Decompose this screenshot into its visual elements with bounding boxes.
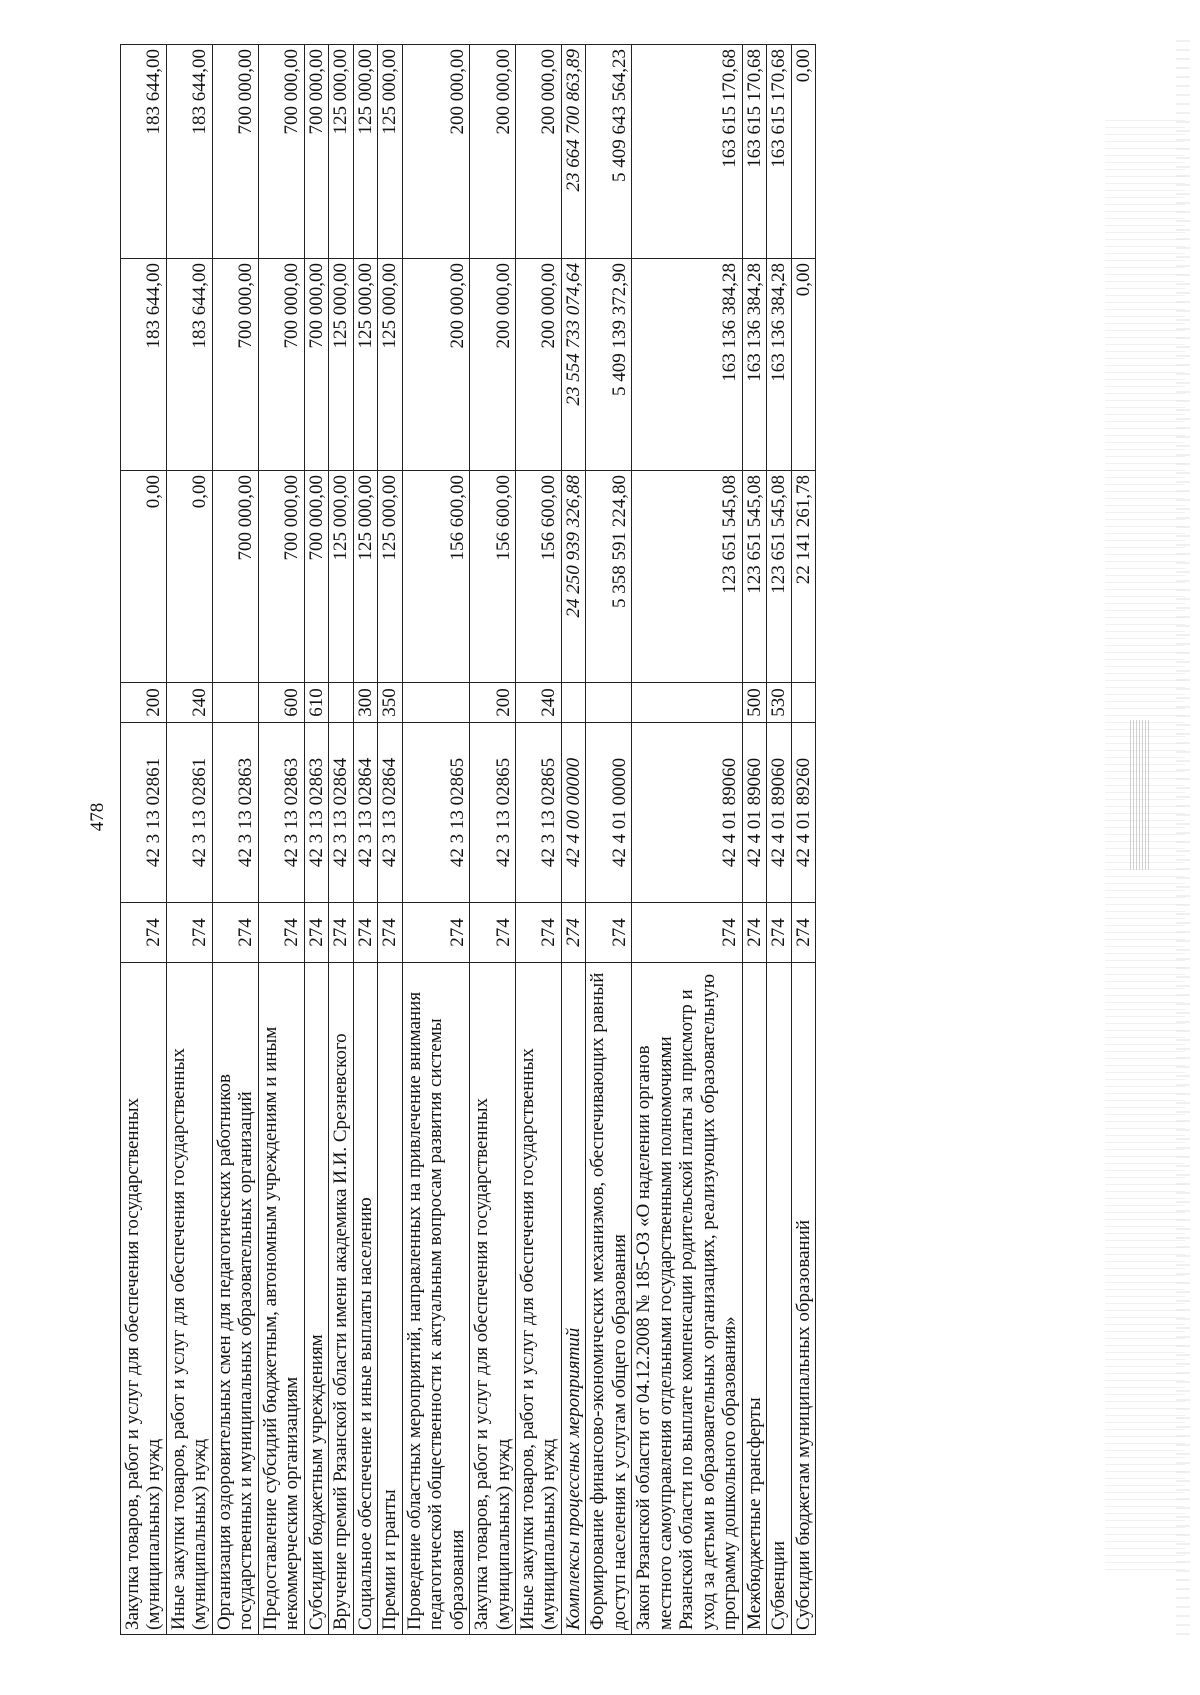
row-amount-1-cell: 700 000,00 (304, 471, 328, 683)
row-name-cell: Премии и гранты (378, 963, 402, 1635)
row-amount-1-cell: 156 600,00 (515, 471, 561, 683)
row-amount-3-cell: 125 000,00 (378, 45, 402, 259)
row-vr-cell (586, 683, 632, 723)
row-amount-2-cell: 5 409 139 372,90 (586, 259, 632, 471)
row-csr-cell: 42 3 13 02863 (258, 723, 304, 903)
budget-table (120, 44, 816, 1635)
row-csr-cell: 42 3 13 02861 (166, 723, 212, 903)
row-name-cell: Иные закупки товаров, работ и услуг для обеспечения государственных (муниципальных) нужд (515, 963, 561, 1635)
row-amount-2-cell: 700 000,00 (304, 259, 328, 471)
row-amount-3-cell: 200 000,00 (470, 45, 516, 259)
row-amount-2-cell: 183 644,00 (166, 259, 212, 471)
row-amount-3-cell: 183 644,00 (166, 45, 212, 259)
table-row (304, 45, 328, 1635)
row-csr-cell: 42 4 01 00000 (586, 723, 632, 903)
row-vr-cell: 240 (166, 683, 212, 723)
row-csr-cell: 42 3 13 02865 (515, 723, 561, 903)
row-name-cell: Закупка товаров, работ и услуг для обеспечения государственных (муниципальных) нужд (121, 963, 167, 1635)
row-amount-1-cell: 156 600,00 (470, 471, 516, 683)
row-amount-3-cell: 163 615 170,68 (767, 45, 791, 259)
row-amount-2-cell: 0,00 (791, 259, 815, 471)
row-csr-cell: 42 4 01 89260 (791, 723, 815, 903)
row-amount-2-cell: 163 136 384,28 (767, 259, 791, 471)
table-row (258, 45, 304, 1635)
table-row (402, 45, 469, 1635)
row-csr-cell: 42 4 01 89060 (742, 723, 766, 903)
row-amount-1-cell: 123 651 545,08 (742, 471, 766, 683)
row-name-cell: Комплексы процессных мероприятий (561, 963, 585, 1635)
row-amount-1-cell: 700 000,00 (258, 471, 304, 683)
row-amount-1-cell: 123 651 545,08 (767, 471, 791, 683)
row-amount-1-cell: 125 000,00 (329, 471, 353, 683)
row-amount-2-cell: 183 644,00 (121, 259, 167, 471)
table-row (791, 45, 815, 1635)
row-vr-cell: 200 (470, 683, 516, 723)
row-amount-2-cell: 200 000,00 (515, 259, 561, 471)
row-amount-1-cell: 0,00 (166, 471, 212, 683)
table-row (586, 45, 632, 1635)
row-name-cell: Вручение премий Рязанской области имени академика И.И. Срезневского (329, 963, 353, 1635)
row-name-cell: Иные закупки товаров, работ и услуг для обеспечения государственных (муниципальных) нужд (166, 963, 212, 1635)
table-row (561, 45, 585, 1635)
table-row (329, 45, 353, 1635)
row-code-cell: 274 (304, 903, 328, 963)
row-code-cell: 274 (378, 903, 402, 963)
row-vr-cell (561, 683, 585, 723)
row-vr-cell: 600 (258, 683, 304, 723)
row-csr-cell: 42 3 13 02864 (378, 723, 402, 903)
row-amount-2-cell: 163 136 384,28 (632, 259, 742, 471)
row-name-cell: Субсидии бюджетам муниципальных образований (791, 963, 815, 1635)
page-number: 478 (87, 802, 108, 832)
row-csr-cell: 42 3 13 02865 (402, 723, 469, 903)
table-row (632, 45, 742, 1635)
row-vr-cell: 300 (353, 683, 377, 723)
row-vr-cell: 610 (304, 683, 328, 723)
row-amount-3-cell: 200 000,00 (402, 45, 469, 259)
row-amount-2-cell: 125 000,00 (353, 259, 377, 471)
row-amount-3-cell: 125 000,00 (353, 45, 377, 259)
row-code-cell: 274 (258, 903, 304, 963)
row-csr-cell: 42 3 13 02863 (304, 723, 328, 903)
row-csr-cell: 42 4 00 00000 (561, 723, 585, 903)
budget-table-rotated (120, 45, 816, 1635)
row-code-cell: 274 (402, 903, 469, 963)
row-code-cell: 274 (632, 903, 742, 963)
row-vr-cell: 240 (515, 683, 561, 723)
row-name-cell: Субсидии бюджетным учреждениям (304, 963, 328, 1635)
row-name-cell: Социальное обеспечение и иные выплаты населению (353, 963, 377, 1635)
row-code-cell: 274 (166, 903, 212, 963)
table-row (515, 45, 561, 1635)
row-amount-2-cell: 700 000,00 (258, 259, 304, 471)
row-code-cell: 274 (791, 903, 815, 963)
row-code-cell: 274 (470, 903, 516, 963)
row-amount-1-cell: 22 141 261,78 (791, 471, 815, 683)
row-vr-cell (791, 683, 815, 723)
row-vr-cell: 500 (742, 683, 766, 723)
row-amount-1-cell: 700 000,00 (212, 471, 258, 683)
row-vr-cell (402, 683, 469, 723)
row-vr-cell (329, 683, 353, 723)
table-row (212, 45, 258, 1635)
row-code-cell: 274 (767, 903, 791, 963)
row-name-cell: Проведение областных мероприятий, направленных на привлечение внимания педагогической общественности к актуальным вопросам развития системы образования (402, 963, 469, 1635)
row-amount-1-cell: 125 000,00 (353, 471, 377, 683)
row-code-cell: 274 (353, 903, 377, 963)
table-row (166, 45, 212, 1635)
row-code-cell: 274 (329, 903, 353, 963)
row-csr-cell: 42 3 13 02864 (353, 723, 377, 903)
row-code-cell: 274 (212, 903, 258, 963)
row-amount-1-cell: 24 250 939 326,88 (561, 471, 585, 683)
row-amount-3-cell: 0,00 (791, 45, 815, 259)
row-name-cell: Формирование финансово-экономических механизмов, обеспечивающих равный доступ населения к услугам общего образования (586, 963, 632, 1635)
row-amount-3-cell: 700 000,00 (212, 45, 258, 259)
table-row (121, 45, 167, 1635)
table-row (470, 45, 516, 1635)
row-vr-cell (212, 683, 258, 723)
row-code-cell: 274 (515, 903, 561, 963)
row-amount-2-cell: 23 554 733 074,64 (561, 259, 585, 471)
row-csr-cell: 42 3 13 02864 (329, 723, 353, 903)
row-amount-2-cell: 125 000,00 (378, 259, 402, 471)
row-amount-2-cell: 125 000,00 (329, 259, 353, 471)
row-code-cell: 274 (121, 903, 167, 963)
row-amount-3-cell: 183 644,00 (121, 45, 167, 259)
row-amount-1-cell: 5 358 591 224,80 (586, 471, 632, 683)
row-csr-cell: 42 4 01 89060 (632, 723, 742, 903)
row-name-cell: Закон Рязанской области от 04.12.2008 № 185-ОЗ «О наделении органов местного самоуправления отдельными государственными полномочиями Рязанской области по выплате компенсации родительской платы за присмотр и уход за детьми в образовательных организациях, реализующих образовательную программу дошкольного образования» (632, 963, 742, 1635)
row-amount-1-cell: 125 000,00 (378, 471, 402, 683)
row-amount-2-cell: 163 136 384,28 (742, 259, 766, 471)
row-amount-3-cell: 200 000,00 (515, 45, 561, 259)
row-vr-cell: 200 (121, 683, 167, 723)
row-csr-cell: 42 3 13 02863 (212, 723, 258, 903)
row-vr-cell: 350 (378, 683, 402, 723)
row-code-cell: 274 (561, 903, 585, 963)
row-name-cell: Межбюджетные трансферты (742, 963, 766, 1635)
table-row (378, 45, 402, 1635)
table-body (121, 45, 816, 1635)
row-amount-3-cell: 163 615 170,68 (742, 45, 766, 259)
row-amount-1-cell: 123 651 545,08 (632, 471, 742, 683)
row-amount-2-cell: 200 000,00 (470, 259, 516, 471)
row-name-cell: Субвенции (767, 963, 791, 1635)
table-row (767, 45, 791, 1635)
row-vr-cell: 530 (767, 683, 791, 723)
table-row (353, 45, 377, 1635)
row-vr-cell (632, 683, 742, 723)
row-amount-3-cell: 5 409 643 564,23 (586, 45, 632, 259)
row-amount-1-cell: 0,00 (121, 471, 167, 683)
scan-artifact (1130, 720, 1150, 870)
row-amount-1-cell: 156 600,00 (402, 471, 469, 683)
row-code-cell: 274 (586, 903, 632, 963)
row-csr-cell: 42 3 13 02861 (121, 723, 167, 903)
row-amount-3-cell: 700 000,00 (258, 45, 304, 259)
row-csr-cell: 42 3 13 02865 (470, 723, 516, 903)
row-name-cell: Закупка товаров, работ и услуг для обеспечения государственных (муниципальных) нужд (470, 963, 516, 1635)
row-amount-2-cell: 200 000,00 (402, 259, 469, 471)
row-amount-3-cell: 700 000,00 (304, 45, 328, 259)
row-amount-3-cell: 23 664 700 863,89 (561, 45, 585, 259)
row-amount-3-cell: 163 615 170,68 (632, 45, 742, 259)
row-name-cell: Предоставление субсидий бюджетным, автономным учреждениям и иным некоммерческим организациям (258, 963, 304, 1635)
row-name-cell: Организация оздоровительных смен для педагогических работников государственных и муниципальных образовательных организаций (212, 963, 258, 1635)
row-code-cell: 274 (742, 903, 766, 963)
row-amount-3-cell: 125 000,00 (329, 45, 353, 259)
page-edge-shadow (1176, 40, 1190, 1640)
table-row (742, 45, 766, 1635)
row-csr-cell: 42 4 01 89060 (767, 723, 791, 903)
row-amount-2-cell: 700 000,00 (212, 259, 258, 471)
